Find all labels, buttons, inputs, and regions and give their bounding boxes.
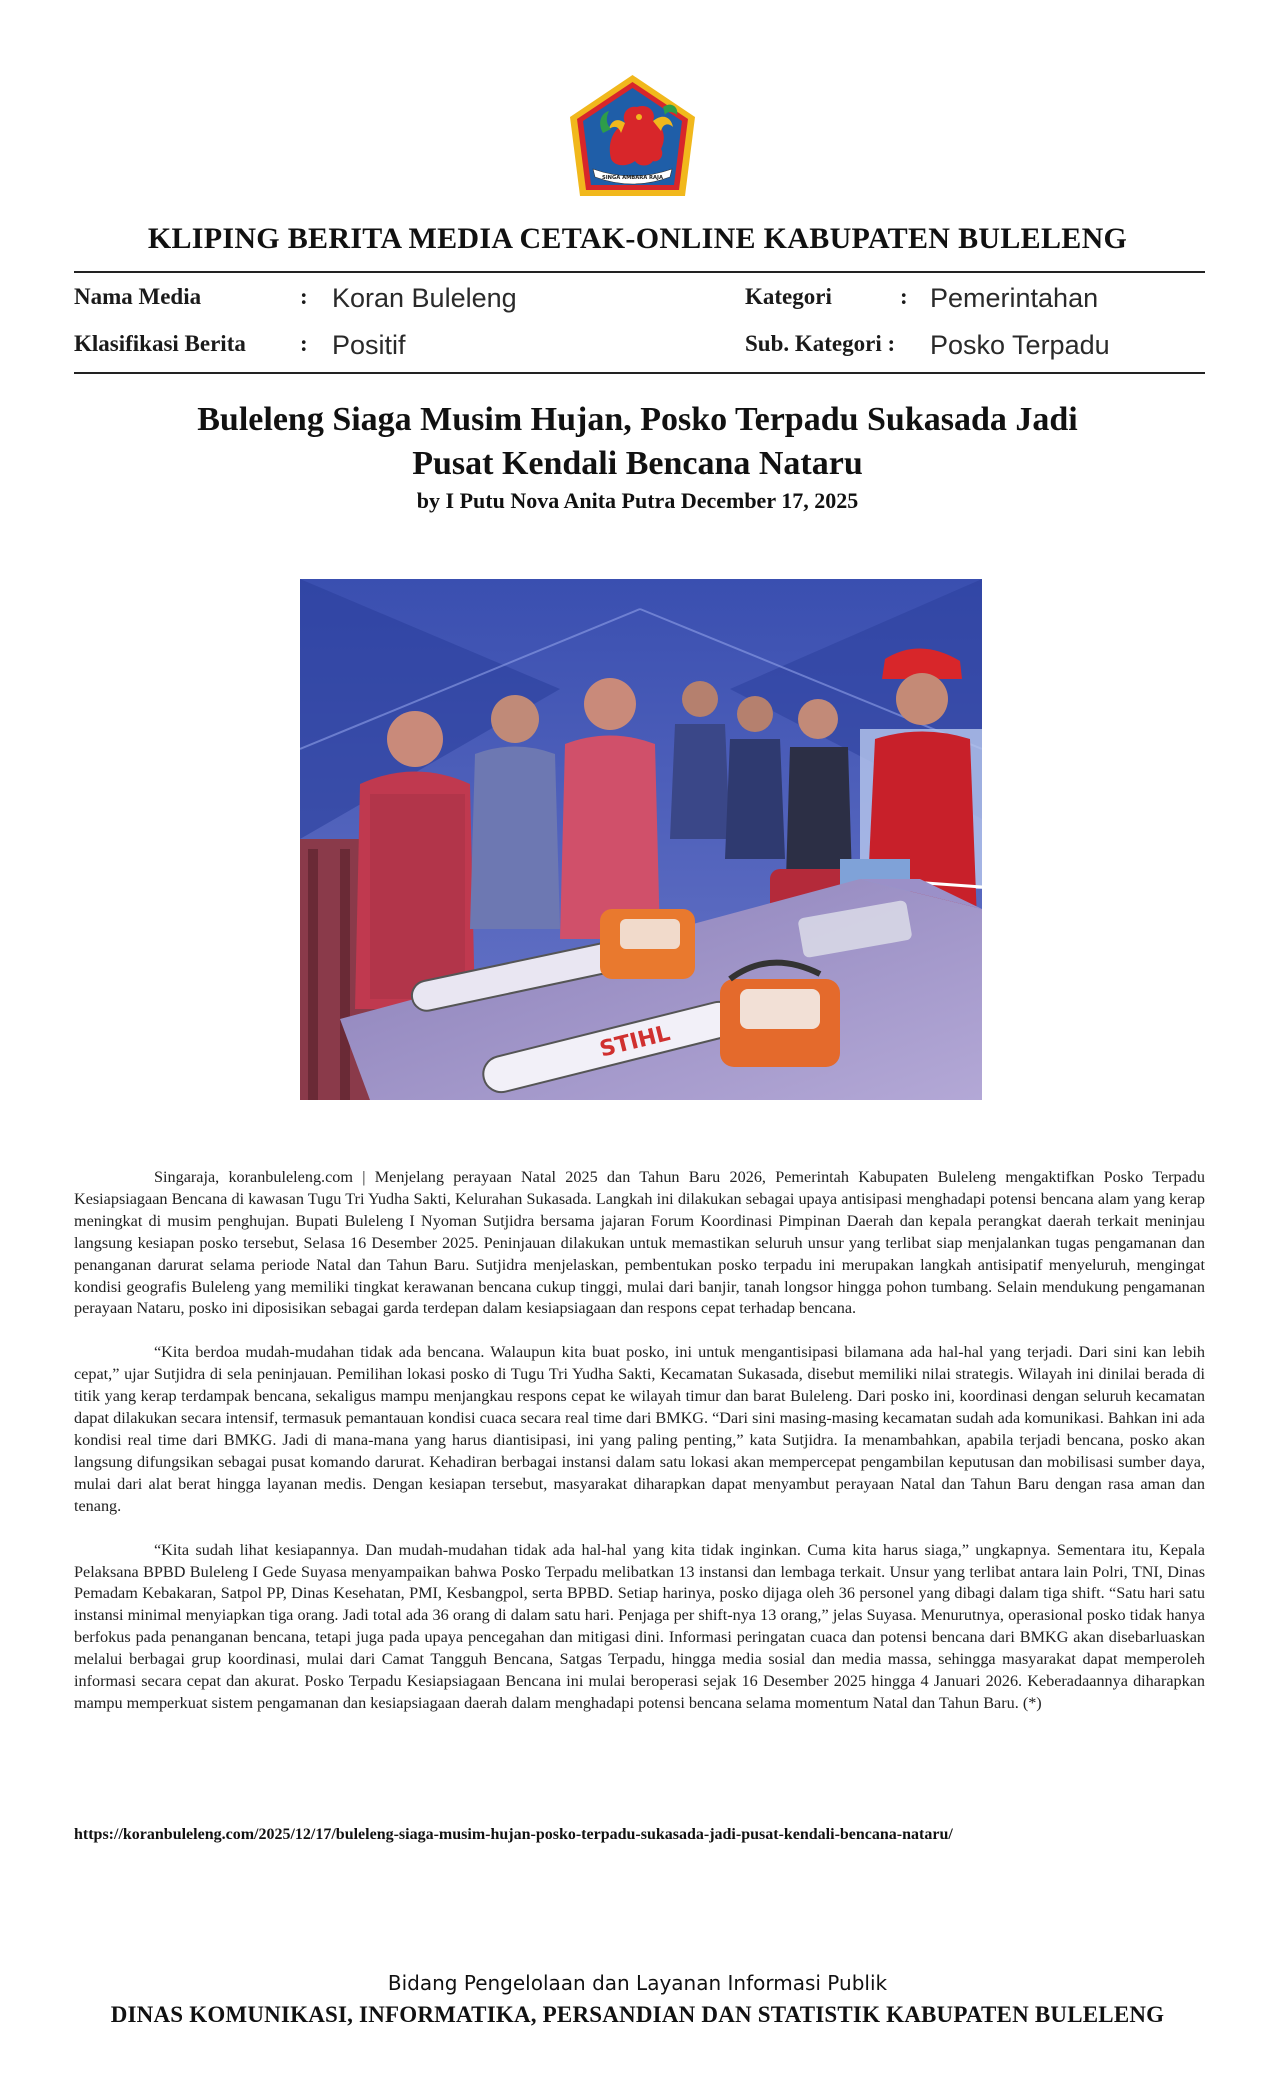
- article-paragraph: “Kita berdoa mudah-mudahan tidak ada bencana. Walaupun kita buat posko, ini untuk mengantisipasi bilamana ada hal-hal yang terjadi. Dari sini kan lebih cepat,” ujar Sutjidra di sela peninjauan. Pemilihan lokasi posko di Tugu Tri Yudha Sakti, Kecamatan Sukasada, disebut memiliki nilai strategis. Wilayah ini dinilai berada di titik yang kerap terdampak bencana, sekaligus mampu menjangkau respons cepat ke wilayah timur dan barat Buleleng. Dari posko ini, koordinasi dengan seluruh kecamatan dapat dilakukan secara intensif, termasuk pemantauan kondisi cuaca secara real time dari BMKG. “Dari sini masing-masing kecamatan sudah ada komunikasi. Bahkan ini ada kondisi real time dari BMKG. Jadi di mana-mana yang harus diantisipasi, ini yang paling penting,” kata Sutjidra. Ia menambahkan, apabila terjadi bencana, posko akan langsung difungsikan sebagai pusat komando darurat. Kehadiran berbagai instansi dalam satu lokasi akan mempercepat pengambilan keputusan dan mobilisasi sumber daya, mulai dari alat berat hingga layanan medis. Dengan kesiapan tersebut, masyarakat diharapkan dapat menyambut perayaan Natal dan Tahun Baru dengan rasa aman dan tenang.: [74, 1343, 1205, 1515]
- kategori-colon: :: [900, 284, 908, 309]
- regency-emblem-logo: [567, 73, 698, 199]
- logo-motto-text: SINGA AMBARA RAJA: [601, 175, 664, 181]
- nama-media-value: Koran Buleleng: [332, 283, 517, 313]
- article-headline: [0, 398, 1275, 486]
- kategori-label: Kategori: [745, 284, 832, 309]
- sub-kategori-label: Sub. Kategori :: [745, 331, 896, 356]
- kliping-title: KLIPING BERITA MEDIA CETAK-ONLINE KABUPATEN BULELENG: [147, 222, 1128, 255]
- article-paragraph: Singaraja, koranbuleleng.com | Menjelang perayaan Natal 2025 dan Tahun Baru 2026, Pemerintah Kabupaten Buleleng mengaktifkan Posko Terpadu Kesiapsiagaan Bencana di kawasan Tugu Tri Yudha Sakti, Kelurahan Sukasada. Langkah ini dilakukan sebagai upaya antisipasi menghadapi potensi bencana alam yang kerap meningkat di musim penghujan. Bupati Buleleng I Nyoman Sutjidra bersama jajaran Forum Koordinasi Pimpinan Daerah dan kepala perangkat daerah terkait meninjau langsung kesiapan posko tersebut, Selasa 16 Desember 2025. Peninjauan dilakukan untuk memastikan seluruh unsur yang terlibat siap menjalankan tugas pengamanan dan penanganan darurat selama periode Natal dan Tahun Baru. Sutjidra menjelaskan, pembentukan posko terpadu ini merupakan langkah antisipatif menyeluruh, mengingat kondisi geografis Buleleng yang memiliki tingkat kerawanan bencana cukup tinggi, mulai dari banjir, tanah longsor hingga pohon tumbang. Selain mendukung pengamanan perayaan Nataru, posko ini diposisikan sebagai garda terdepan dalam kesiapsiagaan dan respons cepat terhadap bencana.: [74, 1168, 1205, 1318]
- article-body: [74, 1167, 1205, 1737]
- header-rule-top: [74, 271, 1205, 273]
- klasifikasi-colon: :: [300, 331, 308, 356]
- header-rule-bottom: [74, 372, 1205, 374]
- kategori-value: Pemerintahan: [930, 283, 1099, 313]
- headline-line-2: Pusat Kendali Bencana Nataru: [412, 445, 863, 482]
- article-byline: by I Putu Nova Anita Putra December 17, 2025: [416, 488, 859, 513]
- footer-department: Bidang Pengelolaan dan Layanan Informasi Publik: [387, 1971, 888, 1995]
- klasifikasi-value: Positif: [332, 330, 406, 360]
- klasifikasi-label: Klasifikasi Berita: [74, 331, 246, 356]
- chainsaw-brand-text: STIHL: [597, 1021, 673, 1063]
- nama-media-colon: :: [300, 284, 308, 309]
- sub-kategori-value: Posko Terpadu: [930, 330, 1110, 360]
- source-url-link[interactable]: https://koranbuleleng.com/2025/12/17/buleleng-siaga-musim-hujan-posko-terpadu-sukasada-jadi-pusat-kendali-bencana-nataru/: [74, 1826, 953, 1843]
- footer-agency: DINAS KOMUNIKASI, INFORMATIKA, PERSANDIAN DAN STATISTIK KABUPATEN BULELENG: [110, 2002, 1165, 2027]
- article-photo: [300, 579, 982, 1100]
- nama-media-label: Nama Media: [74, 284, 202, 309]
- headline-line-1: Buleleng Siaga Musim Hujan, Posko Terpadu Sukasada Jadi: [197, 401, 1078, 438]
- article-paragraph: “Kita sudah lihat kesiapannya. Dan mudah-mudahan tidak ada hal-hal yang kita tidak inginkan. Cuma kita harus siaga,” ungkapnya. Sementara itu, Kepala Pelaksana BPBD Buleleng I Gede Suyasa menyampaikan bahwa Posko Terpadu melibatkan 13 instansi dan lembaga terkait. Unsur yang terlibat antara lain Polri, TNI, Dinas Pemadam Kebakaran, Satpol PP, Dinas Kesehatan, PMI, Kesbangpol, serta BPBD. Setiap harinya, posko dijaga oleh 36 personel yang dibagi dalam tiga shift. “Satu hari satu instansi minimal menyiapkan tiga orang. Jadi total ada 36 orang di dalam satu hari. Penjaga per shift-nya 13 orang,” jelas Suyasa. Menurutnya, operasional posko tidak hanya berfokus pada penanganan bencana, tetapi juga pada upaya pencegahan dan mitigasi dini. Informasi peringatan cuaca dan potensi bencana dari BMKG akan disebarluaskan melalui berbagai grup koordinasi, mulai dari Camat Tangguh Bencana, Satgas Terpadu, hingga media sosial dan media massa, sehingga masyarakat dapat memperoleh informasi secara cepat dan akurat. Posko Terpadu Kesiapsiagaan Bencana ini mulai beroperasi sejak 16 Desember 2025 hingga 4 Januari 2026. Keberadaannya diharapkan mampu memperkuat sistem pengamanan dan kesiapsiagaan daerah dalam menghadapi potensi bencana selama momentum Natal dan Tahun Baru. (*): [74, 1540, 1205, 1712]
